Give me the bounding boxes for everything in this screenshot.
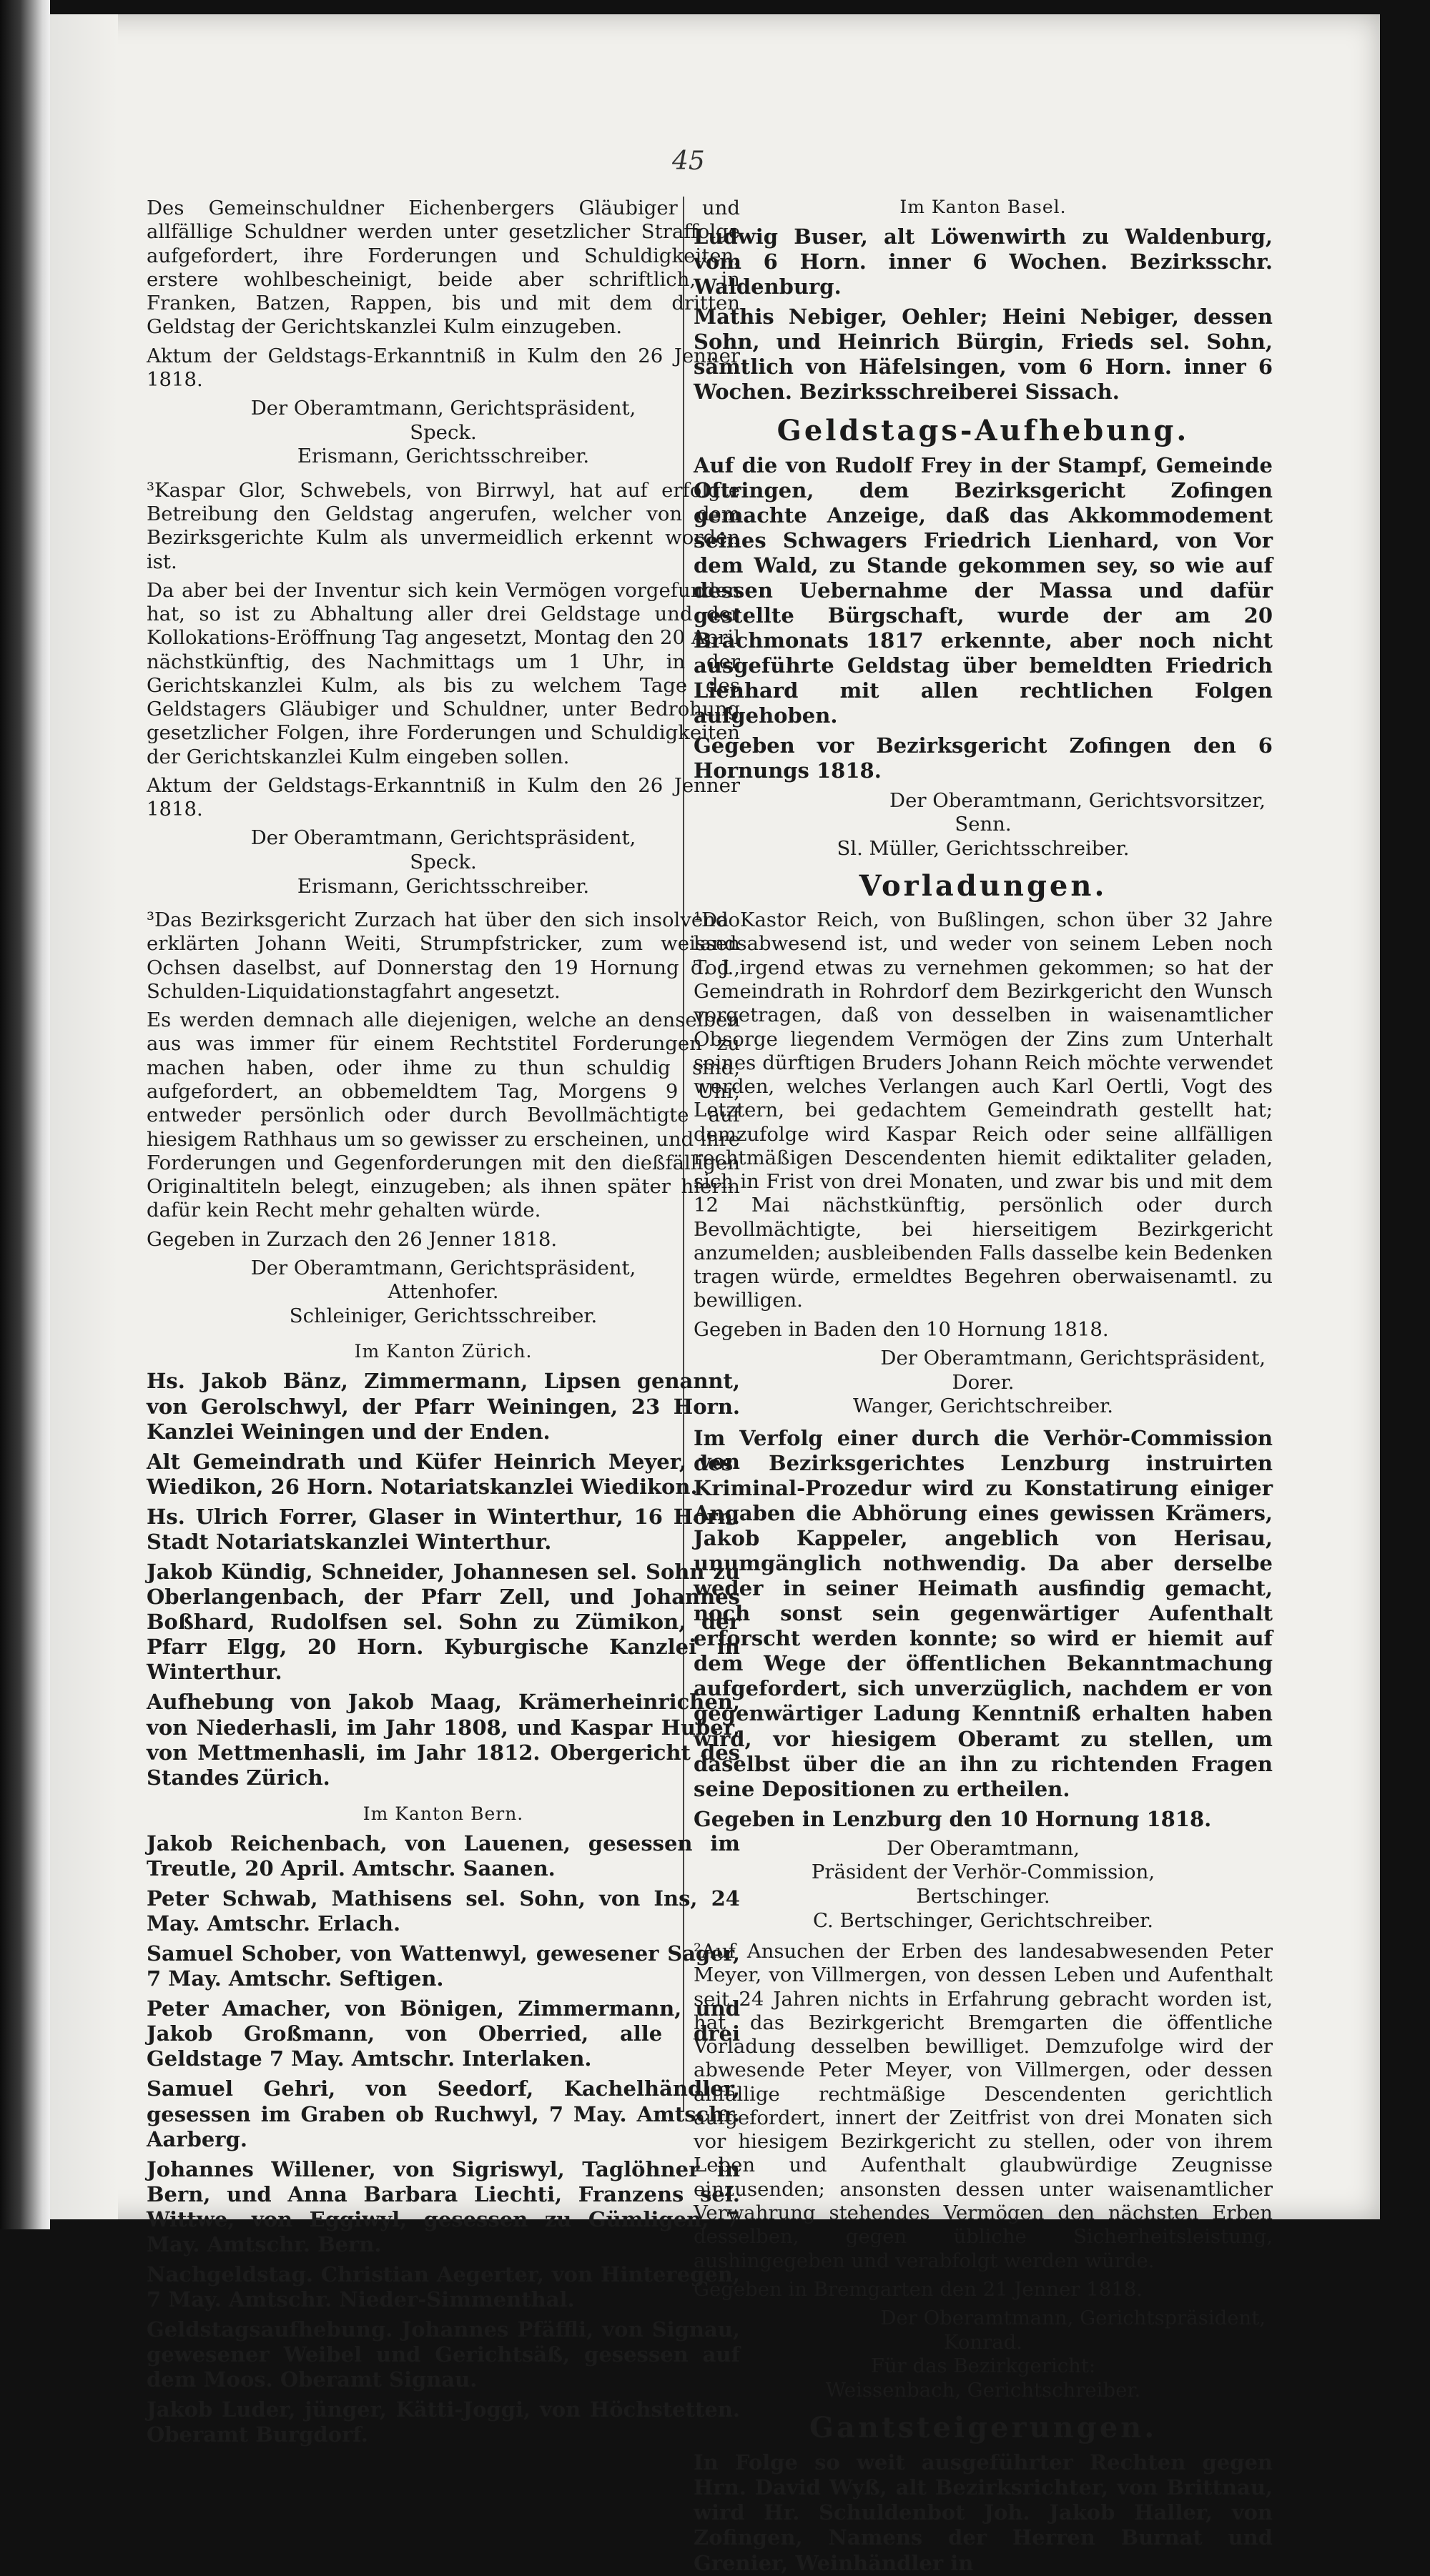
signature-line: Schleiniger, Gerichtsschreiber. xyxy=(289,1304,598,1327)
signature-line: Der Oberamtmann, Gerichtspräsident, xyxy=(880,2307,1266,2330)
list-item: Samuel Schober, von Wattenwyl, gewesener Sager, 7 May. Amtschr. Seftigen. xyxy=(147,1941,740,1991)
paragraph: Aktum der Geldstags-Erkanntniß in Kulm den 26 Jenner 1818. xyxy=(147,344,740,391)
paragraph: Gegeben in Bremgarten den 21 Jenner 1818. xyxy=(694,2277,1143,2301)
paragraph: Auf die von Rudolf Frey in der Stampf, Gemeinde Oftringen, dem Bezirksgericht Zofingen gemachte Anzeige, daß das Akkommodement seines Schwagers Friedrich Lienhard, von Vor dem Wald, zu Stande gekommen sey, so wie auf dessen Uebernahme der Massa und dafür gestellte Bürgschaft, wurde der am 20 Brachmonats 1817 erkennte, aber noch nicht ausgeführte Geldstag über bemeldten Friedrich Lienhard mit allen rechtlichen Folgen aufgehoben. xyxy=(694,452,1273,728)
signature-line: Attenhofer. xyxy=(388,1280,499,1304)
signature-line: Der Oberamtmann, xyxy=(887,1836,1080,1860)
paragraph: Da aber bei der Inventur sich kein Vermögen vorgefunden hat, so ist zu Abhaltung aller drei Geldstage und der Kollokations-Eröffnung Tag angesetzt, Montag den 20 April nächstkünftig, des Nachmittags um 1 Uhr, in der Gerichtskanzlei Kulm, als bis zu welchem Tage des Geldstagers Gläubiger und Schuldner, unter Bedrohung gesetzlicher Folgen, ihre Forderungen und Schuldigkeiten der Gerichtskanzlei Kulm eingeben sollen. xyxy=(147,578,740,768)
list-item: Aufhebung von Jakob Maag, Krämerheinrichen, von Niederhasli, im Jahr 1808, und Kaspar Huber, von Mettmenhasli, im Jahr 1812. Obergericht des Standes Zürich. xyxy=(147,1690,740,1790)
page-number: 45 xyxy=(672,147,705,176)
right-column xyxy=(694,197,1273,2575)
paragraph: Gegeben in Baden den 10 Hornung 1818. xyxy=(694,1317,1109,1341)
newspaper-page xyxy=(50,14,1380,2575)
signature-line: Senn. xyxy=(955,813,1012,836)
signature-line: Wanger, Gerichtschreiber. xyxy=(853,1394,1113,1418)
list-item: Ludwig Buser, alt Löwenwirth zu Waldenburg, vom 6 Horn. inner 6 Wochen. Bezirksschr. Waldenburg. xyxy=(694,224,1273,299)
signature-line: Der Oberamtmann, Gerichtspräsident, xyxy=(250,1256,636,1279)
list-item: Jakob Kündig, Schneider, Johannesen sel. Sohn zu Oberlangenbach, der Pfarr Zell, und Johannes Boßhard, Rudolfsen sel. Sohn zu Zümikon, der Pfarr Elgg, 20 Horn. Kyburgische Kanzlei in Winterthur. xyxy=(147,1560,740,1685)
paragraph: ³Das Bezirksgericht Zurzach hat über den sich insolvendo erklärten Johann Weiti, Strumpfstricker, zum weissen Ochsen daselbst, auf Donnerstag den 19 Hornung d. J., Schulden-Liquidationstagfahrt angesetzt. xyxy=(147,908,740,1003)
scan-border xyxy=(0,0,50,2229)
section-heading: Gantsteigerungen. xyxy=(809,2411,1158,2445)
paragraph: Gegeben in Lenzburg den 10 Hornung 1818. xyxy=(694,1806,1212,1831)
canton-heading: Im Kanton Basel. xyxy=(899,197,1067,217)
paragraph: Im Verfolg einer durch die Verhör-Commission des Bezirksgerichtes Lenzburg instruirten Kriminal-Prozedur wird zu Konstatirung einiger Angaben die Abhörung eines gewissen Krämers, Jakob Kappeler, angeblich von Herisau, unumgänglich nothwendig. Da aber derselbe weder in seiner Heimath ausfindig gemacht, noch sonst sein gegenwärtiger Aufenthalt erforscht werden konnte; so wird er hiemit auf dem Wege der öffentlichen Bekanntmachung aufgefordert, sich unverzüglich, nachdem er von gegenwärtiger Ladung Kenntniß erhalten haben wird, vor hiesigem Oberamt zu stellen, um daselbst über die an ihn zu richtenden Fragen seine Depositionen zu ertheilen. xyxy=(694,1425,1273,1801)
list-item: Peter Schwab, Mathisens sel. Sohn, von Ins, 24 May. Amtschr. Erlach. xyxy=(147,1886,740,1936)
paragraph: ¹Da Kastor Reich, von Bußlingen, schon über 32 Jahre landsabwesend ist, und weder von seinem Leben noch Tod irgend etwas zu vernehmen gekommen; so hat der Gemeindrath in Rohrdorf dem Bezirkgericht den Wunsch vorgetragen, daß von desselben in waisenamtlicher Obsorge liegendem Vermögen der Zins zum Unterhalt seines dürftigen Bruders Johann Reich möchte verwendet werden, welches Verlangen auch Karl Oertli, Vogt des Letztern, bei gedachtem Gemeindrath gestellt hat; demzufolge wird Kaspar Reich oder seine allfälligen rechtmäßigen Descendenten hiemit ediktaliter geladen, sich in Frist von drei Monaten, und zwar bis und mit dem 12 Mai nächstkünftig, persönlich oder durch Bevollmächtigte, bei hierseitigem Bezirkgericht anzumelden; ausbleibenden Falls dasselbe kein Bedenken tragen würde, ermeldtes Begehren oberwaisenamtl. zu bewilligen. xyxy=(694,908,1273,1312)
canton-heading: Im Kanton Zürich. xyxy=(354,1341,533,1362)
signature-line: Der Oberamtmann, Gerichtspräsident, xyxy=(880,1346,1266,1369)
list-item: Geldstagsaufhebung. Johannes Pfäffli, von Signau, gewesener Weibel und Gerichtsäß, gesessen auf dem Moos. Oberamt Signau. xyxy=(147,2317,740,2392)
paragraph: Des Gemeinschuldner Eichenbergers Gläubiger und allfällige Schuldner werden unter gesetzlicher Straffolge aufgefordert, ihre Forderungen und Schuldigkeiten, erstere wohlbescheinigt, beide aber schriftlich, in Franken, Batzen, Rappen, bis und mit dem dritten Geldstag der Gerichtskanzlei Kulm einzugeben. xyxy=(147,197,740,339)
paragraph: In Folge so weit ausgeführter Rechten gegen Hrn. David Wyß, alt Bezirksrichter, von Brittnau, wird Hr. Schuldenbot Joh. Jakob Haller, von Zofingen, Namens der Herren Burnat und Grenier, Weinhändler in xyxy=(694,2450,1273,2575)
list-item: Hs. Ulrich Forrer, Glaser in Winterthur, 16 Horn. Stadt Notariatskanzlei Winterthur. xyxy=(147,1504,740,1554)
page-gutter xyxy=(50,14,118,2219)
paragraph: ²Auf Ansuchen der Erben des landesabwesenden Peter Meyer, von Villmergen, von dessen Leben und Aufenthalt seit 24 Jahren nichts in Erfahrung gebracht worden ist, hat das Bezirkgericht Bremgarten die öffentliche Vorladung desselben bewilliget. Demzufolge wird der abwesende Peter Meyer, von Villmergen, oder dessen allfällige rechtmäßige Descendenten gerichtlich aufgefordert, innert der Zeitfrist von drei Monaten sich vor hiesigem Bezirkgericht zu stellen, oder von ihrem Leben und Aufenthalt glaubwürdige Zeugnisse einzusenden; ansonsten dessen unter waisenamtlicher Verwahrung stehendes Vermögen den nächsten Erben desselben, gegen übliche Sicherheitsleistung, aushingegeben und verabfolgt werden würde. xyxy=(694,1940,1273,2272)
signature-line: Der Oberamtmann, Gerichtspräsident, xyxy=(250,397,636,420)
signature-line: Speck. xyxy=(410,420,477,444)
list-item: Nachgeldstag. Christian Aegerter, von Hinteregen, 7 May. Amtschr. Nieder-Simmenthal. xyxy=(147,2262,740,2312)
list-item: Johannes Willener, von Sigriswyl, Taglöhner in Bern, und Anna Barbara Liechti, Franzens sel. Wittwe, von Eggiwyl, gesessen zu Gümligen, 7 May. Amtschr. Bern. xyxy=(147,2156,740,2257)
list-item: Alt Gemeindrath und Küfer Heinrich Meyer, von Wiedikon, 26 Horn. Notariatskanzlei Wiedikon. xyxy=(147,1449,740,1499)
signature-line: Für das Bezirkgericht: xyxy=(870,2354,1096,2378)
signature-line: Präsident der Verhör-Commission, xyxy=(811,1861,1155,1884)
paragraph: Gegeben in Zurzach den 26 Jenner 1818. xyxy=(147,1227,558,1251)
canton-heading: Im Kanton Bern. xyxy=(363,1803,524,1824)
list-item: Jakob Luder, jünger, Kätti-Joggi, von Höchstetten. Oberamt Burgdorf. xyxy=(147,2397,740,2447)
list-item: Peter Amacher, von Bönigen, Zimmermann, und Jakob Großmann, von Oberried, alle drei Geldstage 7 May. Amtschr. Interlaken. xyxy=(147,1996,740,2071)
signature-line: Weissenbach, Gerichtschreiber. xyxy=(825,2378,1141,2402)
list-item: Jakob Reichenbach, von Lauenen, gesessen im Treutle, 20 April. Amtschr. Saanen. xyxy=(147,1831,740,1881)
section-heading: Vorladungen. xyxy=(859,869,1108,903)
signature-line: Dorer. xyxy=(952,1370,1015,1394)
section-heading: Geldstags-Aufhebung. xyxy=(776,413,1190,447)
paragraph: ³Kaspar Glor, Schwebels, von Birrwyl, hat auf erfolgte Betreibung den Geldstag angerufen, welcher von dem Bezirksgerichte Kulm als unvermeidlich erkennt worden ist. xyxy=(147,478,740,573)
signature-line: Erismann, Gerichtsschreiber. xyxy=(297,445,590,468)
signature-line: Erismann, Gerichtsschreiber. xyxy=(297,874,590,898)
list-item: Hs. Jakob Bänz, Zimmermann, Lipsen genannt, von Gerolschwyl, der Pfarr Weiningen, 23 Horn. Kanzlei Weiningen und der Enden. xyxy=(147,1369,740,1444)
list-item: Mathis Nebiger, Oehler; Heini Nebiger, dessen Sohn, und Heinrich Bürgin, Frieds sel. Sohn, sämtlich von Häfelsingen, vom 6 Horn. inner 6 Wochen. Bezirksschreiberei Sissach. xyxy=(694,304,1273,405)
left-column xyxy=(147,197,740,2447)
signature-line: Sl. Müller, Gerichtsschreiber. xyxy=(837,836,1130,860)
paragraph: Aktum der Geldstags-Erkanntniß in Kulm den 26 Jenner 1818. xyxy=(147,773,740,821)
signature-line: Der Oberamtmann, Gerichtsvorsitzer, xyxy=(889,788,1266,812)
paragraph: Gegeben vor Bezirksgericht Zofingen den 6 Hornungs 1818. xyxy=(694,733,1273,783)
signature-line: Speck. xyxy=(410,851,477,874)
signature-line: Bertschinger. xyxy=(916,1884,1050,1908)
paragraph: Es werden demnach alle diejenigen, welche an denselben aus was immer für einem Rechtstitel Forderungen zu machen haben, oder ihme zu thun schuldig sind, aufgefordert, an obbemeldtem Tag, Morgens 9 Uhr, entweder persönlich oder durch Bevollmächtigte auf hiesigem Rathhaus um so gewisser zu erscheinen, und ihre Forderungen und Gegenforderungen mit den dießfälligen Originaltiteln belegt, einzugeben; als ihnen später hierin dafür kein Recht mehr gehalten würde. xyxy=(147,1009,740,1222)
signature-line: Der Oberamtmann, Gerichtspräsident, xyxy=(250,826,636,850)
signature-line: C. Bertschinger, Gerichtschreiber. xyxy=(813,1908,1153,1932)
list-item: Samuel Gehri, von Seedorf, Kachelhändler, gesessen im Graben ob Ruchwyl, 7 May. Amtschr. Aarberg. xyxy=(147,2076,740,2151)
signature-line: Konrad. xyxy=(944,2330,1022,2354)
